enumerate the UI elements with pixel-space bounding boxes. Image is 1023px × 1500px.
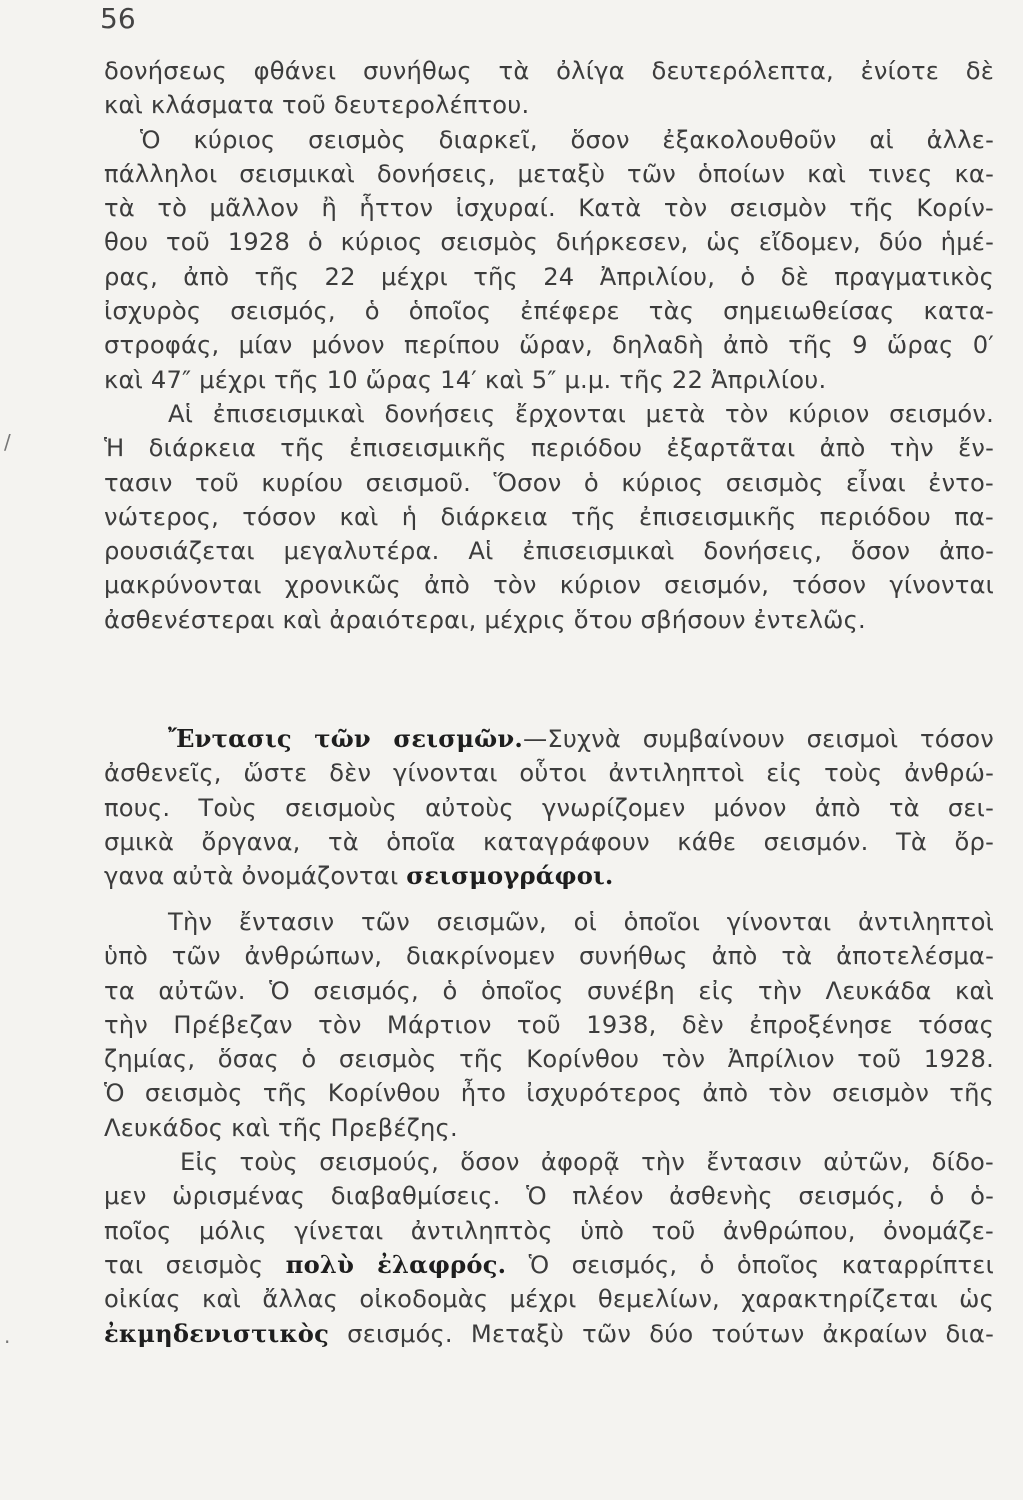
text-line: Εἰς τοὺς σεισμούς, ὅσον ἀφορᾷ τὴν ἔντασιν αὐτῶν, δίδο-	[180, 1148, 994, 1177]
text-line: τασιν τοῦ κυρίου σεισμοῦ. Ὅσον ὁ κύριος σεισμὸς εἶναι ἐντο-	[104, 468, 994, 497]
margin-tick-mark: /	[4, 430, 11, 454]
text-line	[104, 1248, 994, 1282]
section-heading: Ἔντασις τῶν σεισμῶν.	[168, 724, 523, 753]
heading-line	[104, 722, 994, 756]
seismographs-prefix: γανα αὐτὰ ὀνομάζονται	[104, 862, 407, 891]
text-line: μακρύνονται χρονικῶς ἀπὸ τὸν κύριον σεισμόν, τόσον γίνονται	[104, 571, 994, 600]
destructive-suffix: σεισμός. Μεταξὺ τῶν δύο τούτων ἀκραίων δια-	[329, 1319, 994, 1348]
margin-dot-mark: ·	[4, 1330, 11, 1354]
light-suffix: Ὁ σεισμός, ὁ ὁποῖος καταρρίπτει	[506, 1250, 994, 1279]
heading-continuation: —Συχνὰ συμβαίνουν σεισμοὶ τόσον	[522, 725, 994, 753]
page-number: 56	[100, 2, 136, 35]
text-line: ζημίας, ὅσας ὁ σεισμὸς τῆς Κορίνθου τὸν Ἀπρίλιον τοῦ 1928.	[104, 1045, 994, 1074]
text-line: ρας, ἀπὸ τῆς 22 μέχρι τῆς 24 Ἀπριλίου, ὁ δὲ πραγματικὸς	[104, 262, 994, 291]
text-line: τὴν Πρέβεζαν τὸν Μάρτιον τοῦ 1938, δὲν ἐπροξένησε τόσας	[104, 1010, 994, 1039]
paragraph-block-effects	[104, 905, 994, 1351]
text-line: νώτερος, τόσον καὶ ἡ διάρκεια τῆς ἐπισεισμικῆς περιόδου πα-	[104, 502, 994, 531]
text-line: Ἡ διάρκεια τῆς ἐπισεισμικῆς περιόδου ἐξαρτᾶται ἀπὸ τὴν ἔν-	[104, 434, 994, 463]
text-line: πάλληλοι σεισμικαὶ δονήσεις, μεταξὺ τῶν ὁποίων καὶ τινες κα-	[104, 159, 994, 188]
text-line	[104, 1317, 994, 1351]
text-line: σμικὰ ὄργανα, τὰ ὁποῖα καταγράφουν κάθε σεισμόν. Τὰ ὄρ-	[104, 827, 994, 856]
text-line: στροφάς, μίαν μόνον περίπου ὥραν, δηλαδὴ ἀπὸ τῆς 9 ὥρας 0′	[104, 331, 994, 360]
text-line: Ὁ κύριος σεισμὸς διαρκεῖ, ὅσον ἐξακολουθοῦν αἱ ἀλλε-	[140, 125, 994, 154]
text-line: πους. Τοὺς σεισμοὺς αὐτοὺς γνωρίζομεν μόνον ἀπὸ τὰ σει-	[104, 793, 994, 822]
text-line: δονήσεως φθάνει συνήθως τὰ ὀλίγα δευτερόλεπτα, ἐνίοτε δὲ	[104, 57, 994, 85]
light-prefix: ται σεισμὸς	[104, 1250, 286, 1279]
text-line	[104, 859, 994, 893]
seismographs-term: σεισμογράφοι.	[406, 861, 614, 891]
text-line: ἀσθενεῖς, ὥστε δὲν γίνονται οὗτοι ἀντιληπτοὶ εἰς τοὺς ἀνθρώ-	[104, 759, 994, 788]
text-line: Ὁ σεισμὸς τῆς Κορίνθου ἦτο ἰσχυρότερος ἀπὸ τὸν σεισμὸν τῆς	[104, 1079, 994, 1108]
light-term: πολὺ ἐλαφρός.	[285, 1249, 507, 1279]
text-line: θου τοῦ 1928 ὁ κύριος σεισμὸς διήρκεσεν, ὡς εἴδομεν, δύο ἡμέ-	[104, 228, 994, 257]
text-line: καὶ κλάσματα τοῦ δευτερολέπτου.	[104, 91, 530, 120]
text-line: ἀσθενέστεραι καὶ ἀραιότεραι, μέχρις ὅτου σβήσουν ἐντελῶς.	[104, 605, 866, 634]
text-line: ὑπὸ τῶν ἀνθρώπων, διακρίνομεν συνήθως ἀπὸ τὰ ἀποτελέσμα-	[104, 942, 994, 971]
paragraph-block-intensity	[104, 722, 994, 893]
text-line: ποῖος μόλις γίνεται ἀντιληπτὸς ὑπὸ τοῦ ἀνθρώπου, ὀνομάζε-	[104, 1216, 994, 1245]
text-line: Λευκάδος καὶ τῆς Πρεβέζης.	[104, 1113, 458, 1142]
text-line: μεν ὡρισμένας διαβαθμίσεις. Ὁ πλέον ἀσθενὴς σεισμός, ὁ ὁ-	[104, 1182, 994, 1211]
text-line: Αἱ ἐπισεισμικαὶ δονήσεις ἔρχονται μετὰ τὸν κύριον σεισμόν.	[168, 399, 994, 428]
destructive-term: ἐκμηδενιστικὸς	[104, 1318, 330, 1348]
text-line: οἰκίας καὶ ἄλλας οἰκοδομὰς μέχρι θεμελίων, χαρακτηρίζεται ὡς	[104, 1285, 994, 1314]
text-line: ἰσχυρὸς σεισμός, ὁ ὁποῖος ἐπέφερε τὰς σημειωθείσας κατα-	[104, 297, 994, 326]
text-line: ρουσιάζεται μεγαλυτέρα. Αἱ ἐπισεισμικαὶ δονήσεις, ὅσον ἀπο-	[104, 537, 994, 566]
text-line: τὰ τὸ μᾶλλον ἢ ἧττον ἰσχυραί. Κατὰ τὸν σεισμὸν τῆς Κορίν-	[104, 194, 994, 223]
text-line: καὶ 47″ μέχρι τῆς 10 ὥρας 14′ καὶ 5″ μ.μ. τῆς 22 Ἀπριλίου.	[104, 365, 827, 394]
text-line: τα αὐτῶν. Ὁ σεισμός, ὁ ὁποῖος συνέβη εἰς τὴν Λευκάδα καὶ	[104, 976, 994, 1005]
text-line: Τὴν ἔντασιν τῶν σεισμῶν, οἱ ὁποῖοι γίνονται ἀντιληπτοὶ	[168, 908, 994, 936]
paragraph-block-duration	[104, 54, 994, 637]
